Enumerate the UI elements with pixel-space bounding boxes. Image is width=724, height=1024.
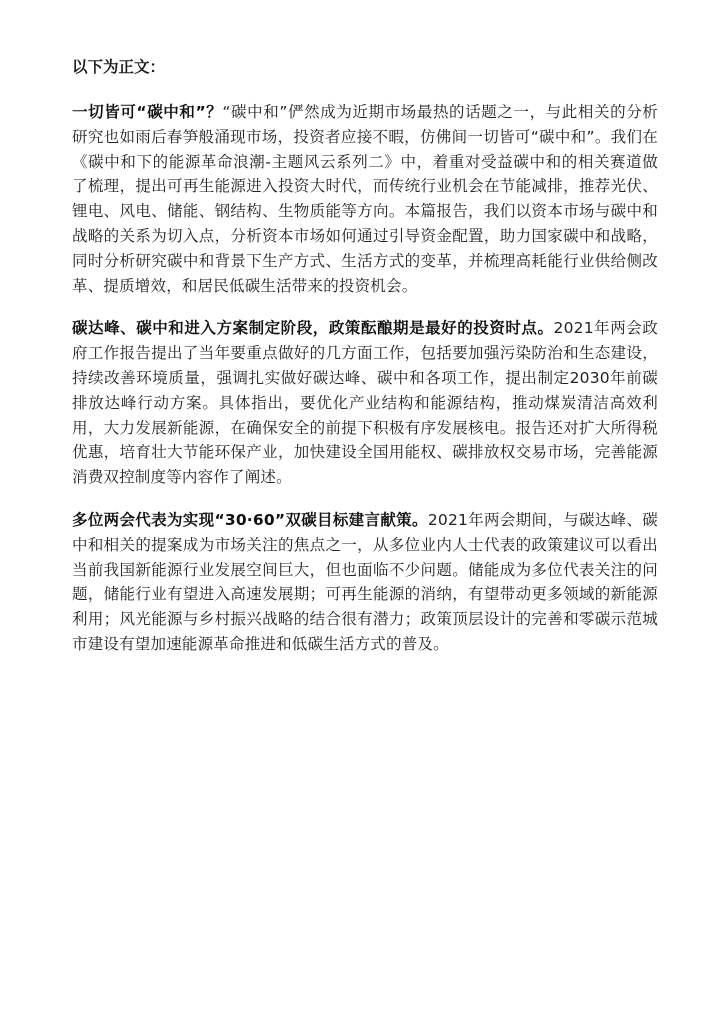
paragraph-1-body: “碳中和”俨然成为近期市场最热的话题之一，与此相关的分析研究也如雨后春笋般涌现市场，投资者应接不暇，仿佛间一切皆可“碳中和”。我们在《碳中和下的能源革命浪潮-主题风云系列二》中，着重对受益碳中和的相关赛道做了梳理，提出可再生能源进入投资大时代，而传统行业机会在节能减排，推荐光伏、锂电、风电、储能、钢结构、生物质能等方向。本篇报告，我们以资本市场与碳中和战略的关系为切入点，分析资本市场如何通过引导资金配置，助力国家碳中和战略，同时分析研究碳中和背景下生产方式、生活方式的变革，并梳理高耗能行业供给侧改革、提质增效，和居民低碳生活带来的投资机会。	[72, 103, 658, 295]
section-heading: 以下为正文：	[72, 58, 166, 76]
document-page	[72, 54, 658, 675]
paragraph-2-body: 2021年两会政府工作报告提出了当年要重点做好的几方面工作，包括要加强污染防治和生态建设，持续改善环境质量，强调扎实做好碳达峰、碳中和各项工作，提出制定2030年前碳排放达峰行动方案。具体指出，要优化产业结构和能源结构，推动煤炭清洁高效利用，大力发展新能源，在确保安全的前提下积极有序发展核电。报告还对扩大所得税优惠，培育壮大节能环保产业，加快建设全国用能权、碳排放权交易市场，完善能源消费双控制度等内容作了阐述。	[72, 319, 658, 487]
paragraph-3	[72, 508, 658, 657]
paragraph-1-lead: 一切皆可“碳中和”？	[72, 103, 223, 121]
paragraph-2	[72, 316, 658, 490]
paragraph-1	[72, 100, 658, 298]
paragraph-3-body: 2021年两会期间，与碳达峰、碳中和相关的提案成为市场关注的焦点之一，从多位业内人士代表的政策建议可以看出当前我国新能源行业发展空间巨大，但也面临不少问题。储能成为多位代表关注的问题，储能行业有望进入高速发展期；可再生能源的消纳，有望带动更多领域的新能源利用；风光能源与乡村振兴战略的结合很有潜力；政策顶层设计的完善和零碳示范城市建设有望加速能源革命推进和低碳生活方式的普及。	[72, 510, 658, 653]
paragraph-2-lead: 碳达峰、碳中和进入方案制定阶段，政策酝酿期是最好的投资时点。	[72, 319, 554, 338]
paragraph-3-lead: 多位两会代表为实现“30·60”双碳目标建言献策。	[72, 510, 428, 529]
